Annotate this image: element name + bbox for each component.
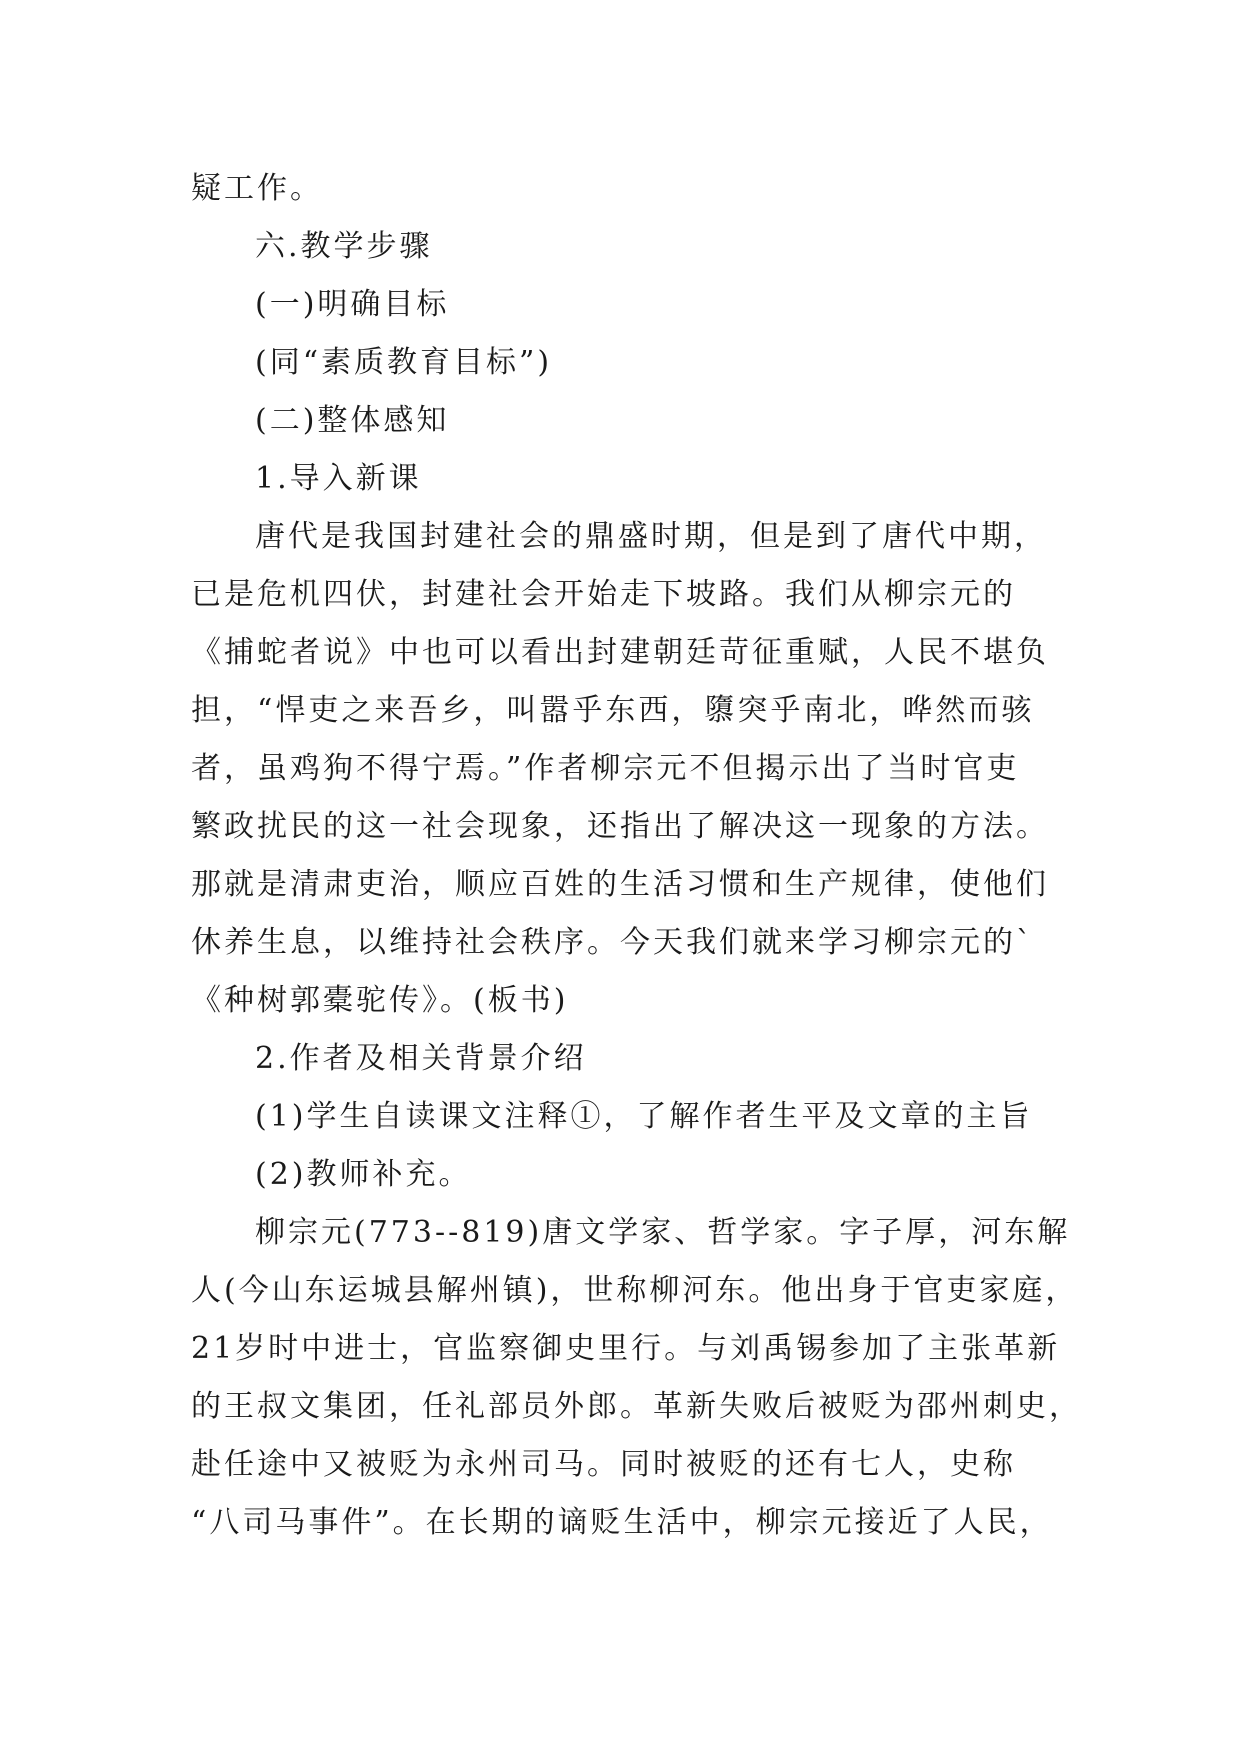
text-line: 《捕蛇者说》中也可以看出封建朝廷苛征重赋，人民不堪负 — [191, 635, 1049, 670]
text-line: 《种树郭橐驼传》。(板书) — [191, 983, 569, 1018]
text-line: 已是危机四伏，封建社会开始走下坡路。我们从柳宗元的 — [191, 577, 1016, 612]
text-line: 六.教学步骤 — [255, 229, 433, 264]
document-body — [191, 160, 1082, 1552]
text-line: 2.作者及相关背景介绍 — [255, 1041, 587, 1076]
text-line: 那就是清肃吏治，顺应百姓的生活习惯和生产规律，使他们 — [191, 867, 1049, 902]
text-line: (1)学生自读课文注释①，了解作者生平及文章的主旨 — [255, 1099, 1033, 1134]
text-line: “八司马事件”。在长期的谪贬生活中，柳宗元接近了人民， — [191, 1505, 1053, 1540]
text-line: 21岁时中进士，官监察御史里行。与刘禹锡参加了主张革新 — [191, 1331, 1061, 1366]
text-line: (一)明确目标 — [255, 287, 450, 322]
text-line: 繁政扰民的这一社会现象，还指出了解决这一现象的方法。 — [191, 809, 1049, 844]
text-line: 疑工作。 — [191, 171, 323, 206]
text-line: 1.导入新课 — [255, 461, 422, 496]
text-line: 休养生息，以维持社会秩序。今天我们就来学习柳宗元的` — [191, 925, 1034, 960]
text-line: 柳宗元(773--819)唐文学家、哲学家。字子厚，河东解 — [255, 1215, 1071, 1250]
text-line: (同“素质教育目标”) — [255, 345, 553, 380]
text-line: 的王叔文集团，任礼部员外郎。革新失败后被贬为邵州刺史， — [191, 1389, 1082, 1424]
text-line: 人(今山东运城县解州镇)，世称柳河东。他出身于官吏家庭， — [191, 1273, 1079, 1308]
text-line: (2)教师补充。 — [255, 1157, 472, 1192]
text-line: (二)整体感知 — [255, 403, 450, 438]
text-line: 者，虽鸡狗不得宁焉。”作者柳宗元不但揭示出了当时官吏 — [191, 751, 1020, 786]
text-line: 赴任途中又被贬为永州司马。同时被贬的还有七人，史称 — [191, 1447, 1016, 1482]
text-line: 唐代是我国封建社会的鼎盛时期，但是到了唐代中期， — [255, 519, 1047, 554]
text-line: 担，“悍吏之来吾乡，叫嚣乎东西，隳突乎南北，哗然而骇 — [191, 693, 1035, 728]
